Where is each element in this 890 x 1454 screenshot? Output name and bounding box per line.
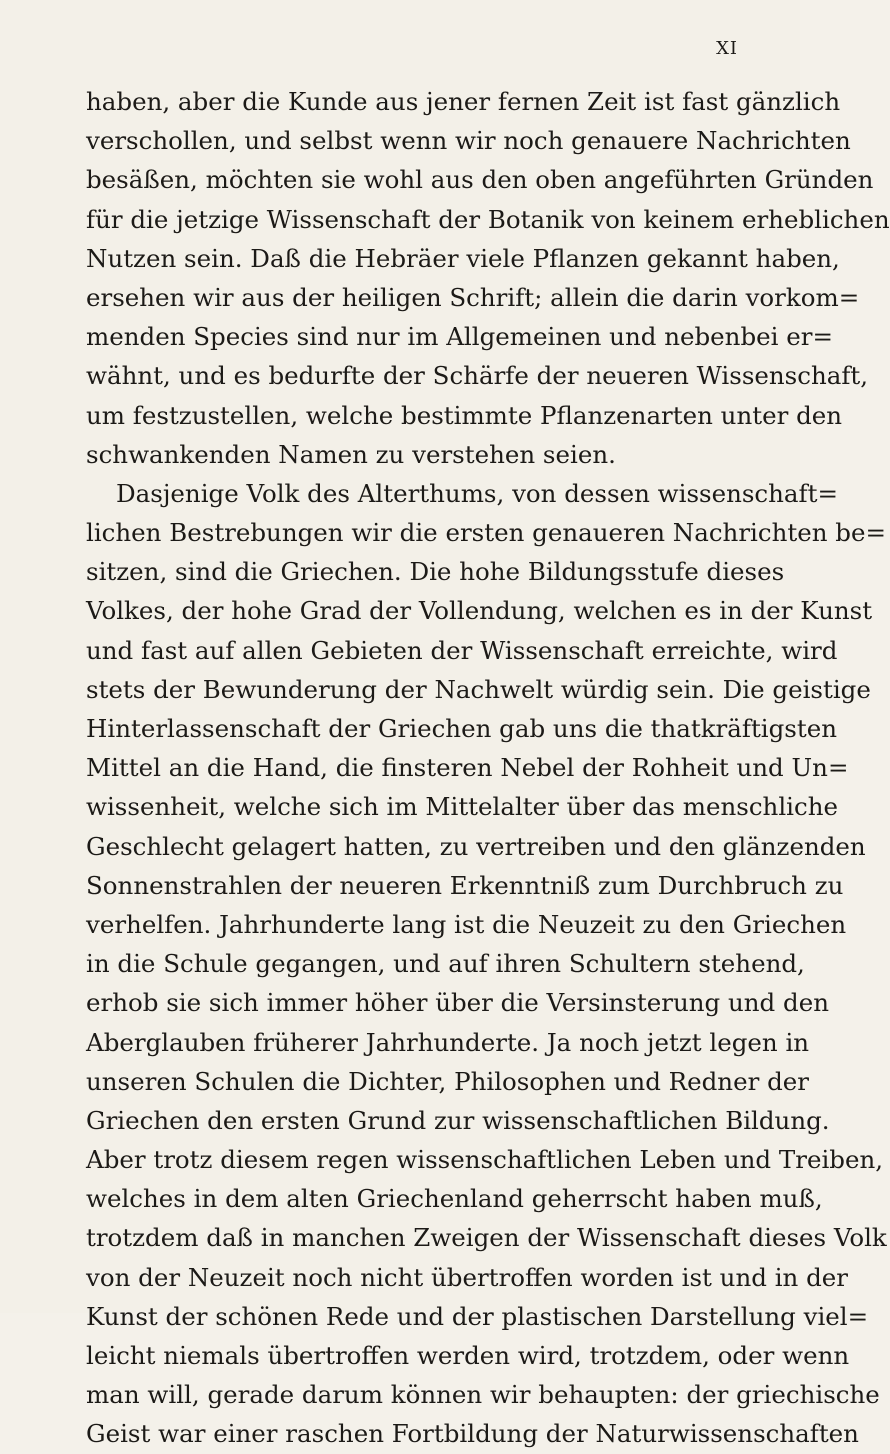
text-line: man will, gerade darum können wir behaupten: der griechische: [86, 1380, 880, 1410]
text-line: Aberglauben früherer Jahrhunderte. Ja noch jetzt legen in: [86, 1027, 810, 1057]
text-line: Mittel an die Hand, die finsteren Nebel der Rohheit und Un=: [86, 753, 849, 783]
text-line: besäßen, möchten sie wohl aus den oben angeführten Gründen: [86, 165, 874, 195]
page-number: XI: [716, 38, 738, 59]
text-line: Volkes, der hohe Grad der Vollendung, welchen es in der Kunst: [86, 596, 873, 626]
text-line: in die Schule gegangen, und auf ihren Schultern stehend,: [86, 949, 805, 979]
text-line: verhelfen. Jahrhunderte lang ist die Neuzeit zu den Griechen: [86, 909, 847, 939]
text-line: Geist war einer raschen Fortbildung der Naturwissenschaften: [86, 1419, 859, 1449]
text-line: Kunst der schönen Rede und der plastischen Darstellung viel=: [86, 1301, 869, 1331]
text-line: erhob sie sich immer höher über die Versinsterung und den: [86, 988, 829, 1018]
text-line: unseren Schulen die Dichter, Philosophen und Redner der: [86, 1066, 809, 1096]
text-line: Aber trotz diesem regen wissenschaftlichen Leben und Treiben,: [86, 1145, 884, 1175]
text-line: Nutzen sein. Daß die Hebräer viele Pflanzen gekannt haben,: [86, 243, 840, 273]
text-line: lichen Bestrebungen wir die ersten genaueren Nachrichten be=: [86, 518, 887, 548]
text-line: menden Species sind nur im Allgemeinen und nebenbei er=: [86, 322, 833, 352]
text-line: trotzdem daß in manchen Zweigen der Wissenschaft dieses Volk: [86, 1223, 887, 1253]
text-line: ersehen wir aus der heiligen Schrift; allein die darin vorkom=: [86, 282, 860, 312]
text-line: Hinterlassenschaft der Griechen gab uns die thatkräftigsten: [86, 714, 838, 743]
text-line: Sonnenstrahlen der neueren Erkenntniß zum Durchbruch zu: [86, 870, 844, 900]
text-line: welches in dem alten Griechenland geherrscht haben muß,: [86, 1184, 823, 1214]
text-line: um festzustellen, welche bestimmte Pflanzenarten unter den: [86, 400, 843, 430]
text-line: haben, aber die Kunde aus jener fernen Zeit ist fast gänzlich: [86, 87, 841, 116]
text-line: verschollen, und selbst wenn wir noch genauere Nachrichten: [86, 126, 851, 156]
text-line: sitzen, sind die Griechen. Die hohe Bildungsstufe dieses: [86, 557, 785, 587]
text-line: und fast auf allen Gebieten der Wissenschaft erreichte, wird: [86, 635, 838, 665]
text-line: für die jetzige Wissenschaft der Botanik von keinem erheblichen: [86, 204, 890, 234]
text-line: leicht niemals übertroffen werden wird, trotzdem, oder wenn: [86, 1341, 850, 1370]
text-line: von der Neuzeit noch nicht übertroffen worden ist und in der: [86, 1262, 849, 1292]
text-line: Dasjenige Volk des Alterthums, von dessen wissenschaft=: [116, 478, 838, 508]
body-text: [86, 82, 890, 1454]
text-line: Geschlecht gelagert hatten, zu vertreiben und den glänzenden: [86, 831, 866, 861]
text-line: wissenheit, welche sich im Mittelalter über das menschliche: [86, 792, 839, 822]
text-line: stets der Bewunderung der Nachwelt würdig sein. Die geistige: [86, 674, 871, 704]
text-line: Griechen den ersten Grund zur wissenschaftlichen Bildung.: [86, 1105, 830, 1135]
text-line: schwankenden Namen zu verstehen seien.: [86, 439, 616, 469]
text-line: wähnt, und es bedurfte der Schärfe der neueren Wissenschaft,: [86, 361, 869, 391]
